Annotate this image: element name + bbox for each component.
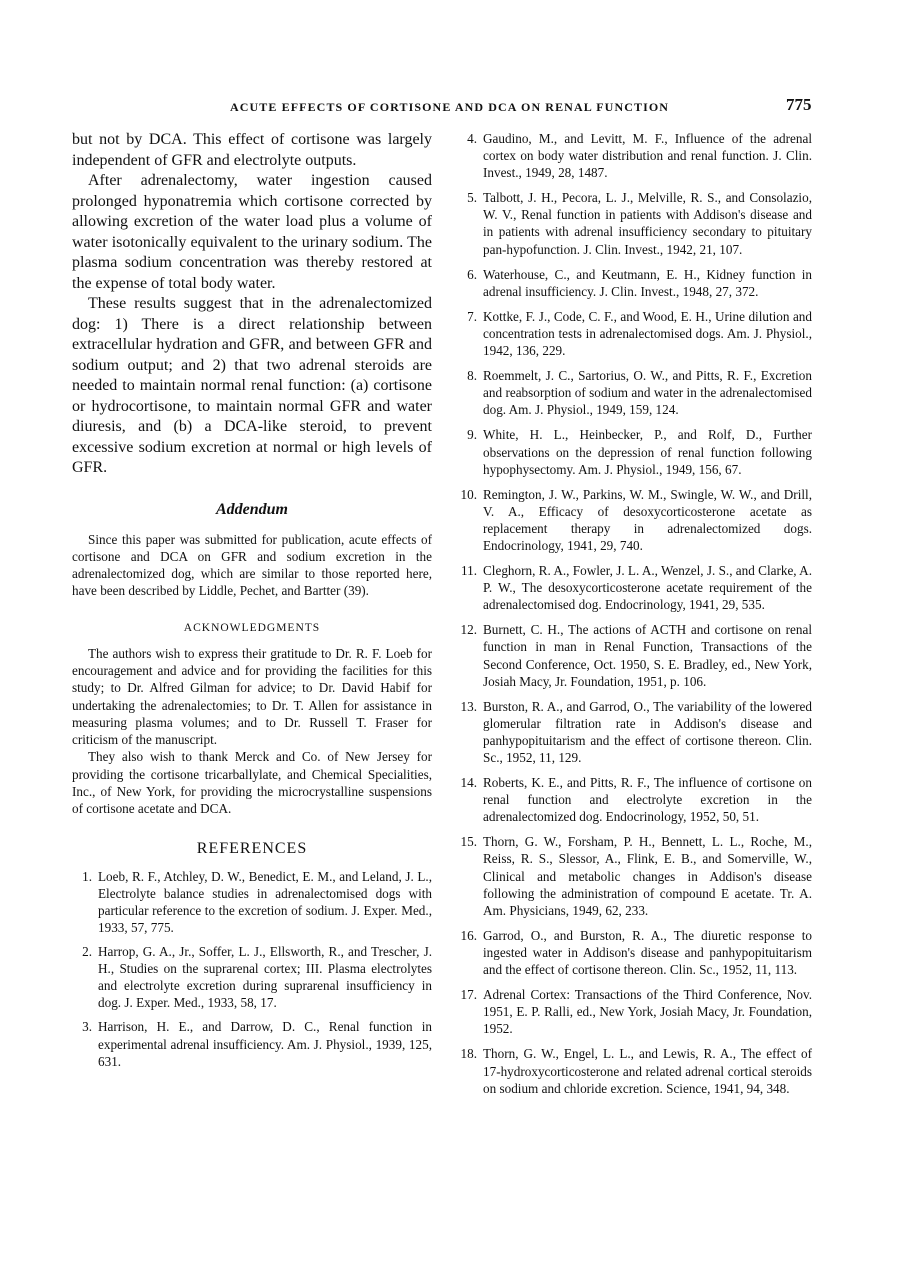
reference-text: Roberts, K. E., and Pitts, R. F., The influence of cortisone on renal function and electrolyte excretion in the adrenalectomized dog. Endocrinology, 1952, 50, 51. (483, 775, 812, 825)
reference-number: 13. (460, 698, 477, 714)
reference-number: 11. (461, 563, 477, 579)
reference-item (457, 189, 812, 257)
reference-number: 3. (82, 1019, 92, 1035)
reference-number: 18. (460, 1046, 477, 1062)
reference-list-left (72, 868, 432, 1070)
reference-item (72, 943, 432, 1011)
reference-number: 8. (467, 368, 477, 384)
reference-item (457, 833, 812, 918)
reference-number: 9. (467, 427, 477, 443)
reference-item (457, 266, 812, 300)
reference-number: 4. (467, 131, 477, 146)
acknowledgments-heading: ACKNOWLEDGMENTS (183, 621, 321, 634)
reference-text: Gaudino, M., and Levitt, M. F., Influence of the adrenal cortex on body water distribution and renal function. J. Clin. Invest., 1949, 28, 1487. (483, 131, 812, 181)
reference-item (457, 308, 812, 359)
reference-text: Kottke, F. J., Code, C. F., and Wood, E. H., Urine dilution and concentration tests in adrenalectomised dogs. Am. J. Physiol., 1942, 136, 229. (483, 308, 812, 359)
reference-text: Loeb, R. F., Atchley, D. W., Benedict, E. M., and Leland, J. L., Electrolyte balance studies in adrenalectomised dogs with particular reference to the excretion of sodium. J. Exper. Med., 1933, 57, 775. (98, 868, 432, 935)
acknowledgments-paragraph: The authors wish to express their gratitude to Dr. R. F. Loeb for encouragement and advice and for providing the facilities for this study; to Dr. Alfred Gilman for advice; to Dr. David Habif for undertaking the adrenalectomies; to Dr. T. Allen for assistance in measuring plasma volumes; and to Dr. Russell T. Fraser for criticism of the manuscript. (72, 645, 432, 748)
reference-number: 2. (82, 944, 92, 960)
addendum-heading: Addendum (215, 500, 288, 518)
reference-item (457, 1045, 812, 1096)
reference-item (457, 698, 812, 766)
reference-item (457, 486, 812, 554)
page-number: 775 (786, 95, 812, 114)
reference-text: Thorn, G. W., Engel, L. L., and Lewis, R. A., The effect of 17-hydroxycorticosterone and related adrenal cortical steroids on sodium and chloride excretion. Science, 1941, 94, 348. (483, 1046, 812, 1096)
reference-number: 10. (460, 486, 477, 502)
reference-number: 17. (460, 987, 477, 1003)
reference-text: Waterhouse, C., and Keutmann, E. H., Kidney function in adrenal insufficiency. J. Clin. Invest., 1948, 27, 372. (483, 266, 812, 299)
reference-item (457, 927, 812, 978)
body-paragraph: but not by DCA. This effect of cortisone was largely independent of GFR and electrolyte outputs. (72, 131, 432, 169)
reference-item (457, 562, 812, 613)
body-paragraph: After adrenalectomy, water ingestion caused prolonged hyponatremia which cortisone corrected by allowing excretion of the water load plus a volume of water isotonically equivalent to the urinary sodium. The plasma sodium concentration was thereby restored at the expense of total body water. (72, 172, 432, 292)
reference-list-right (457, 130, 812, 1097)
reference-text: Cleghorn, R. A., Fowler, J. L. A., Wenzel, J. S., and Clarke, A. P. W., The desoxycorticosterone acetate requirement of the adrenalectomised dog. Endocrinology, 1941, 29, 535. (483, 563, 812, 613)
reference-number: 5. (467, 190, 477, 206)
reference-item (457, 367, 812, 418)
reference-text: Thorn, G. W., Forsham, P. H., Bennett, L. L., Roche, M., Reiss, R. S., Slessor, A., Flink, E. B., and Somerville, W., Clinical and metabolic changes in Addison's disease following the administration of compound E acetate. Tr. A. Am. Physicians, 1949, 62, 233. (483, 834, 812, 918)
reference-item (457, 621, 812, 689)
reference-number: 16. (460, 927, 477, 943)
reference-text: Harrop, G. A., Jr., Soffer, L. J., Ellsworth, R., and Trescher, J. H., Studies on the suprarenal cortex; III. Plasma electrolytes and electrolyte excretion during suprarenal insufficiency in dog. J. Exper. Med., 1933, 58, 17. (98, 944, 432, 1011)
reference-text: Talbott, J. H., Pecora, L. J., Melville, R. S., and Consolazio, W. V., Renal function in patients with Addison's disease and in patients with adrenal insufficiency secondary to pituitary pan-hypofunction. J. Clin. Invest., 1942, 21, 107. (483, 190, 812, 257)
reference-item (457, 986, 812, 1037)
reference-text: White, H. L., Heinbecker, P., and Rolf, D., Further observations on the depression of renal function following hypophysectomy. Am. J. Physiol., 1949, 156, 67. (483, 427, 812, 477)
acknowledgments-paragraph: They also wish to thank Merck and Co. of New Jersey for providing the cortisone tricarballylate, and Chemical Specialities, Inc., of New York, for providing the microcrystalline suspensions of cortisone acetate and DCA. (72, 749, 432, 817)
reference-text: Burnett, C. H., The actions of ACTH and cortisone on renal function in man in Renal Function, Transactions of the Second Conference, Oct. 1950, S. E. Bradley, ed., New York, Josiah Macy, Jr. Foundation, 1951, p. 106. (483, 622, 812, 689)
reference-number: 15. (460, 834, 477, 850)
references-heading: REFERENCES (196, 839, 308, 857)
reference-text: Harrison, H. E., and Darrow, D. C., Renal function in experimental adrenal insufficiency. Am. J. Physiol., 1939, 125, 631. (98, 1019, 432, 1069)
reference-text: Burston, R. A., and Garrod, O., The variability of the lowered glomerular filtration rate in Addison's disease and panhypopituitarism and the effect of cortisone thereon. Clin. Sc., 1952, 11, 129. (483, 698, 812, 765)
running-title: ACUTE EFFECTS OF CORTISONE AND DCA ON RENAL FUNCTION (230, 100, 670, 114)
addendum-text: Since this paper was submitted for publication, acute effects of cortisone and DCA on GFR and sodium excretion in the adrenalectomized dog, which are similar to those reported here, have been described by Liddle, Pechet, and Bartter (39). (72, 531, 432, 599)
right-column (457, 130, 812, 1105)
reference-number: 7. (467, 308, 477, 324)
reference-text: Roemmelt, J. C., Sartorius, O. W., and Pitts, R. F., Excretion and reabsorption of sodium and water in the adrenalectomised dog. Am. J. Physiol., 1949, 159, 124. (483, 368, 812, 418)
reference-text: Remington, J. W., Parkins, W. M., Swingle, W. W., and Drill, V. A., Efficacy of desoxycorticosterone acetate as replacement therapy in adrenalectomized dogs. Endocrinology, 1941, 29, 740. (483, 486, 812, 553)
reference-number: 1. (82, 868, 92, 884)
reference-text: Garrod, O., and Burston, R. A., The diuretic response to ingested water in Addison's disease and panhypopituitarism and the effect of cortisone thereon. Clin. Sc., 1952, 11, 113. (483, 927, 812, 978)
body-paragraph: These results suggest that in the adrenalectomized dog: 1) There is a direct relationship between extracellular hydration and GFR, and between GFR and sodium output; and 2) that two adrenal steroids are needed to maintain normal renal function: (a) cortisone or hydrocortisone, to maintain normal GFR and water diuresis, and (b) a DCA-like steroid, to prevent excessive sodium excretion at normal or high levels of GFR. (72, 295, 432, 476)
reference-number: 14. (460, 775, 477, 791)
reference-text: Adrenal Cortex: Transactions of the Third Conference, Nov. 1951, E. P. Ralli, ed., New York, Josiah Macy, Jr. Foundation, 1952. (483, 987, 812, 1037)
reference-number: 12. (460, 622, 477, 638)
reference-item (457, 774, 812, 825)
reference-item (457, 130, 812, 181)
reference-item (72, 868, 432, 936)
reference-number: 6. (467, 266, 477, 282)
reference-item (457, 426, 812, 477)
reference-item (72, 1018, 432, 1069)
left-column (72, 130, 432, 1077)
